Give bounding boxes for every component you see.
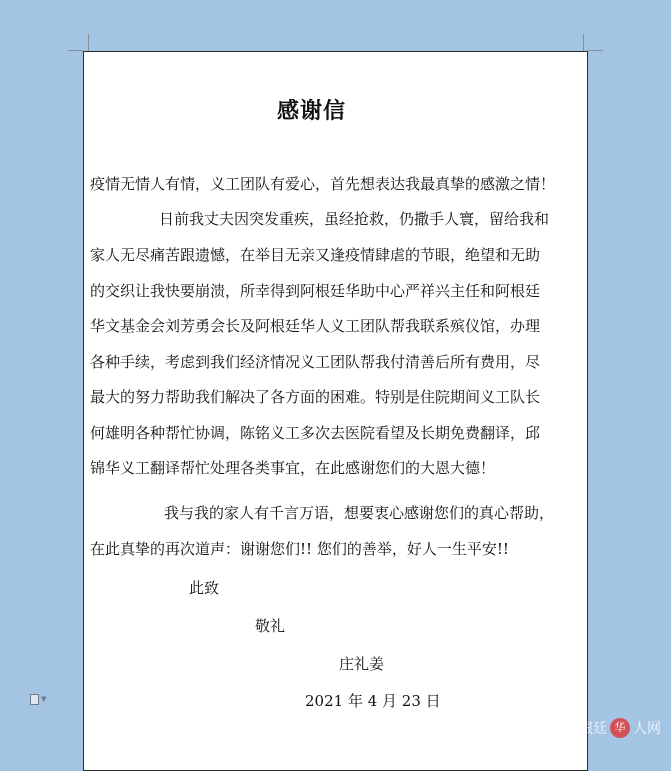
letter-date: 2021 年 4 月 23 日	[305, 692, 441, 710]
letter-line: 何雄明各种帮忙协调，陈铭义工多次去医院看望及长期免费翻译，邱	[90, 424, 541, 442]
letter-line: 最大的努力帮助我们解决了各方面的困难。特别是住院期间义工队长	[90, 388, 541, 406]
watermark-seal: 华	[610, 718, 630, 738]
letter-line: 家人无尽痛苦跟遗憾，在举目无亲又逢疫情肆虐的节眼，绝望和无助	[90, 246, 541, 264]
letter-line: 锦华义工翻译帮忙处理各类事宜，在此感谢您们的大恩大德！	[90, 459, 496, 477]
letter-line: 疫情无情人有情，义工团队有爱心，首先想表达我最真挚的感激之情！	[90, 175, 556, 193]
watermark-text: 阿根廷	[565, 721, 607, 737]
document-page[interactable]	[83, 51, 588, 771]
letter-line: 在此真挚的再次道声：谢谢您们!! 您们的善举，好人一生平安!!	[90, 540, 509, 558]
closing-text: 此致	[189, 579, 220, 597]
letter-title: 感谢信	[276, 98, 346, 124]
clipboard-icon	[30, 694, 39, 705]
letter-line: 我与我的家人有千言万语，想要衷心感谢您们的真心帮助，	[164, 504, 555, 522]
paste-options-icon[interactable]	[30, 692, 52, 706]
chevron-down-icon: ▼	[41, 695, 47, 703]
letter-line: 各种手续，考虑到我们经济情况义工团队帮我付清善后所有费用，尽	[90, 353, 541, 371]
crop-mark-top-right-v	[583, 34, 584, 51]
watermark	[565, 718, 661, 738]
crop-mark-top-left-v	[88, 34, 89, 51]
salute-text: 敬礼	[255, 617, 286, 635]
letter-line: 华文基金会刘芳勇会长及阿根廷华人义工团队帮我联系殡仪馆，办理	[90, 317, 541, 335]
crop-mark-top-left-h	[68, 50, 83, 51]
letter-line: 日前我丈夫因突发重疾，虽经抢救，仍撒手人寰，留给我和	[159, 210, 550, 228]
crop-mark-top-right-h	[588, 50, 603, 51]
watermark-suffix: 人网	[633, 721, 661, 737]
signature: 庄礼姜	[339, 655, 385, 673]
letter-line: 的交织让我快要崩溃，所幸得到阿根廷华助中心严祥兴主任和阿根廷	[90, 282, 541, 300]
